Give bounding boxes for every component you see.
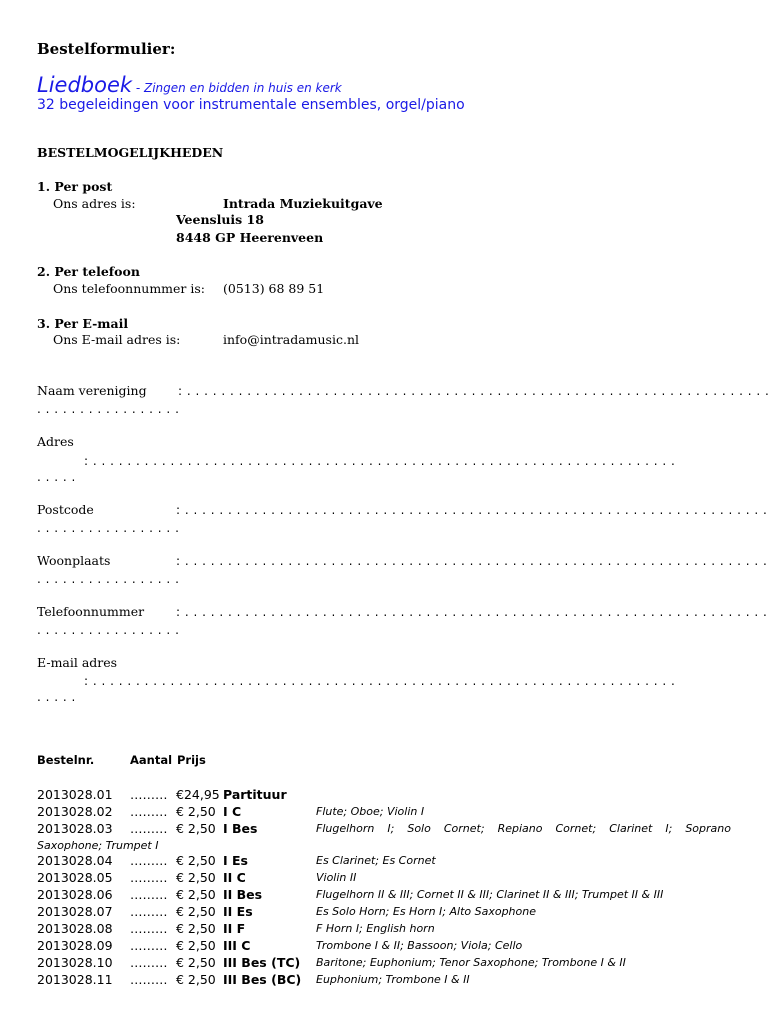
table-row-price: € 2,50 xyxy=(176,938,216,953)
email-adres-label: E-mail adres xyxy=(37,655,118,670)
table-row-part: II C xyxy=(223,870,246,885)
liedboek-subtitle: - Zingen en bidden in huis en kerk xyxy=(132,81,342,95)
naam-vereniging-line-cont[interactable]: . . . . . . . . . . . . . . . . . xyxy=(37,402,180,416)
table-row-aantal[interactable]: ……… xyxy=(130,938,168,953)
instr-word: Solo xyxy=(407,822,431,835)
table-row-instruments: Flute; Oboe; Violin I xyxy=(316,805,425,818)
email-label: Ons E-mail adres is: xyxy=(53,332,181,347)
table-row-nr: 2013028.10 xyxy=(37,955,113,970)
woonplaats-line[interactable]: : . . . . . . . . . . . . . . . . . . . . . . . . . . . . . . . . . . . . . . . . . . . . . . . . . . . . . . . . . . . . . . . . . . . . xyxy=(176,554,768,568)
email-adres-line-cont[interactable]: . . . . . xyxy=(37,690,76,704)
woonplaats-label: Woonplaats xyxy=(37,553,111,568)
table-row-nr: 2013028.07 xyxy=(37,904,113,919)
col-header-prijs: Prijs xyxy=(177,753,206,767)
table-row-nr: 2013028.04 xyxy=(37,853,113,868)
options-heading: BESTELMOGELIJKHEDEN xyxy=(37,145,224,160)
col-header-aantal: Aantal xyxy=(130,753,173,767)
table-row-instruments: Trombone I & II; Bassoon; Viola; Cello xyxy=(316,939,523,952)
table-row-nr: 2013028.05 xyxy=(37,870,113,885)
instr-word: Repiano xyxy=(497,822,543,835)
table-row-instruments: Baritone; Euphonium; Tenor Saxophone; Trombone I & II xyxy=(316,956,626,969)
postcode-line[interactable]: : . . . . . . . . . . . . . . . . . . . . . . . . . . . . . . . . . . . . . . . . . . . . . . . . . . . . . . . . . . . . . . . . . . . . xyxy=(176,503,768,517)
table-row-instruments: Es Clarinet; Es Cornet xyxy=(316,854,436,867)
table-row-aantal[interactable]: ……… xyxy=(130,821,168,836)
post-heading: 1. Per post xyxy=(37,179,113,194)
adres-line[interactable]: : . . . . . . . . . . . . . . . . . . . . . . . . . . . . . . . . . . . . . . . . . . . . . . . . . . . . . . . . . . . . . . . . . . . . xyxy=(84,454,676,468)
table-row-part: III Bes (TC) xyxy=(223,955,301,970)
table-row-aantal[interactable]: ……… xyxy=(130,787,168,802)
instr-word: Clarinet xyxy=(609,822,653,835)
table-row-price: € 2,50 xyxy=(176,853,216,868)
email-adres-line[interactable]: : . . . . . . . . . . . . . . . . . . . . . . . . . . . . . . . . . . . . . . . . . . . . . . . . . . . . . . . . . . . . . . . . . . . . xyxy=(84,674,676,688)
table-row-nr: 2013028.06 xyxy=(37,887,113,902)
table-row-part: III C xyxy=(223,938,251,953)
table-row-aantal[interactable]: ……… xyxy=(130,921,168,936)
table-row-instruments xyxy=(316,822,731,835)
table-row-part: I Bes xyxy=(223,821,258,836)
table-row-part: II Es xyxy=(223,904,253,919)
table-row-instruments: Es Solo Horn; Es Horn I; Alto Saxophone xyxy=(316,905,536,918)
post-label: Ons adres is: xyxy=(53,196,136,211)
email-heading: 3. Per E-mail xyxy=(37,316,129,331)
table-row-instruments: Violin II xyxy=(316,871,357,884)
table-row-price: €24,95 xyxy=(176,787,220,802)
table-row-price: € 2,50 xyxy=(176,904,216,919)
table-row-price: € 2,50 xyxy=(176,870,216,885)
table-row-nr: 2013028.02 xyxy=(37,804,113,819)
table-row-part: Partituur xyxy=(223,787,287,802)
table-row-part: III Bes (BC) xyxy=(223,972,302,987)
table-row-part: II Bes xyxy=(223,887,263,902)
post-street: Veensluis 18 xyxy=(176,212,264,227)
telefoonnummer-line-cont[interactable]: . . . . . . . . . . . . . . . . . xyxy=(37,623,180,637)
table-row-price: € 2,50 xyxy=(176,921,216,936)
table-row-instruments-cont: Saxophone; Trumpet I xyxy=(37,839,159,852)
table-row-aantal[interactable]: ……… xyxy=(130,972,168,987)
email-address: info@intradamusic.nl xyxy=(223,332,359,347)
table-row-price: € 2,50 xyxy=(176,821,216,836)
instr-word: Cornet; xyxy=(443,822,485,835)
post-city: 8448 GP Heerenveen xyxy=(176,230,324,245)
table-row-aantal[interactable]: ……… xyxy=(130,904,168,919)
table-row-part: II F xyxy=(223,921,246,936)
liedboek-description: 32 begeleidingen voor instrumentale ensembles, orgel/piano xyxy=(37,97,465,113)
instr-word: Flugelhorn xyxy=(316,822,375,835)
instr-word: I; xyxy=(387,822,395,835)
table-row-aantal[interactable]: ……… xyxy=(130,955,168,970)
table-row-price: € 2,50 xyxy=(176,804,216,819)
table-row-price: € 2,50 xyxy=(176,955,216,970)
phone-heading: 2. Per telefoon xyxy=(37,264,140,279)
table-row-price: € 2,50 xyxy=(176,887,216,902)
table-row-part: I Es xyxy=(223,853,248,868)
table-row-instruments: F Horn I; English horn xyxy=(316,922,435,935)
naam-vereniging-label: Naam vereniging xyxy=(37,383,147,398)
telefoonnummer-line[interactable]: : . . . . . . . . . . . . . . . . . . . . . . . . . . . . . . . . . . . . . . . . . . . . . . . . . . . . . . . . . . . . . . . . . . . . xyxy=(176,605,768,619)
table-row-price: € 2,50 xyxy=(176,972,216,987)
instr-word: I; xyxy=(665,822,673,835)
table-row-aantal[interactable]: ……… xyxy=(130,804,168,819)
table-row-part: I C xyxy=(223,804,242,819)
table-row-aantal[interactable]: ……… xyxy=(130,870,168,885)
phone-number: (0513) 68 89 51 xyxy=(223,281,325,296)
postcode-label: Postcode xyxy=(37,502,94,517)
liedboek-title: Liedboek xyxy=(37,73,133,97)
woonplaats-line-cont[interactable]: . . . . . . . . . . . . . . . . . xyxy=(37,572,180,586)
table-row-instruments: Flugelhorn II & III; Cornet II & III; Clarinet II & III; Trumpet II & III xyxy=(316,888,664,901)
table-row-nr: 2013028.08 xyxy=(37,921,113,936)
adres-line-cont[interactable]: . . . . . xyxy=(37,470,76,484)
instr-word: Soprano xyxy=(685,822,731,835)
table-row-nr: 2013028.11 xyxy=(37,972,113,987)
adres-label: Adres xyxy=(37,434,74,449)
instr-word: Cornet; xyxy=(555,822,597,835)
phone-label: Ons telefoonnummer is: xyxy=(53,281,206,296)
table-row-nr: 2013028.09 xyxy=(37,938,113,953)
table-row-nr: 2013028.03 xyxy=(37,821,113,836)
telefoonnummer-label: Telefoonnummer xyxy=(37,604,145,619)
table-row-aantal[interactable]: ……… xyxy=(130,887,168,902)
form-title: Bestelformulier: xyxy=(37,40,176,58)
table-row-nr: 2013028.01 xyxy=(37,787,113,802)
naam-vereniging-line[interactable]: : . . . . . . . . . . . . . . . . . . . . . . . . . . . . . . . . . . . . . . . . . . . . . . . . . . . . . . . . . . . . . . . . . . . . xyxy=(178,384,770,398)
liedboek-title-line xyxy=(37,73,342,97)
post-company: Intrada Muziekuitgave xyxy=(223,196,383,211)
postcode-line-cont[interactable]: . . . . . . . . . . . . . . . . . xyxy=(37,521,180,535)
col-header-bestelnr: Bestelnr. xyxy=(37,753,95,767)
table-row-aantal[interactable]: ……… xyxy=(130,853,168,868)
table-row-instruments: Euphonium; Trombone I & II xyxy=(316,973,470,986)
